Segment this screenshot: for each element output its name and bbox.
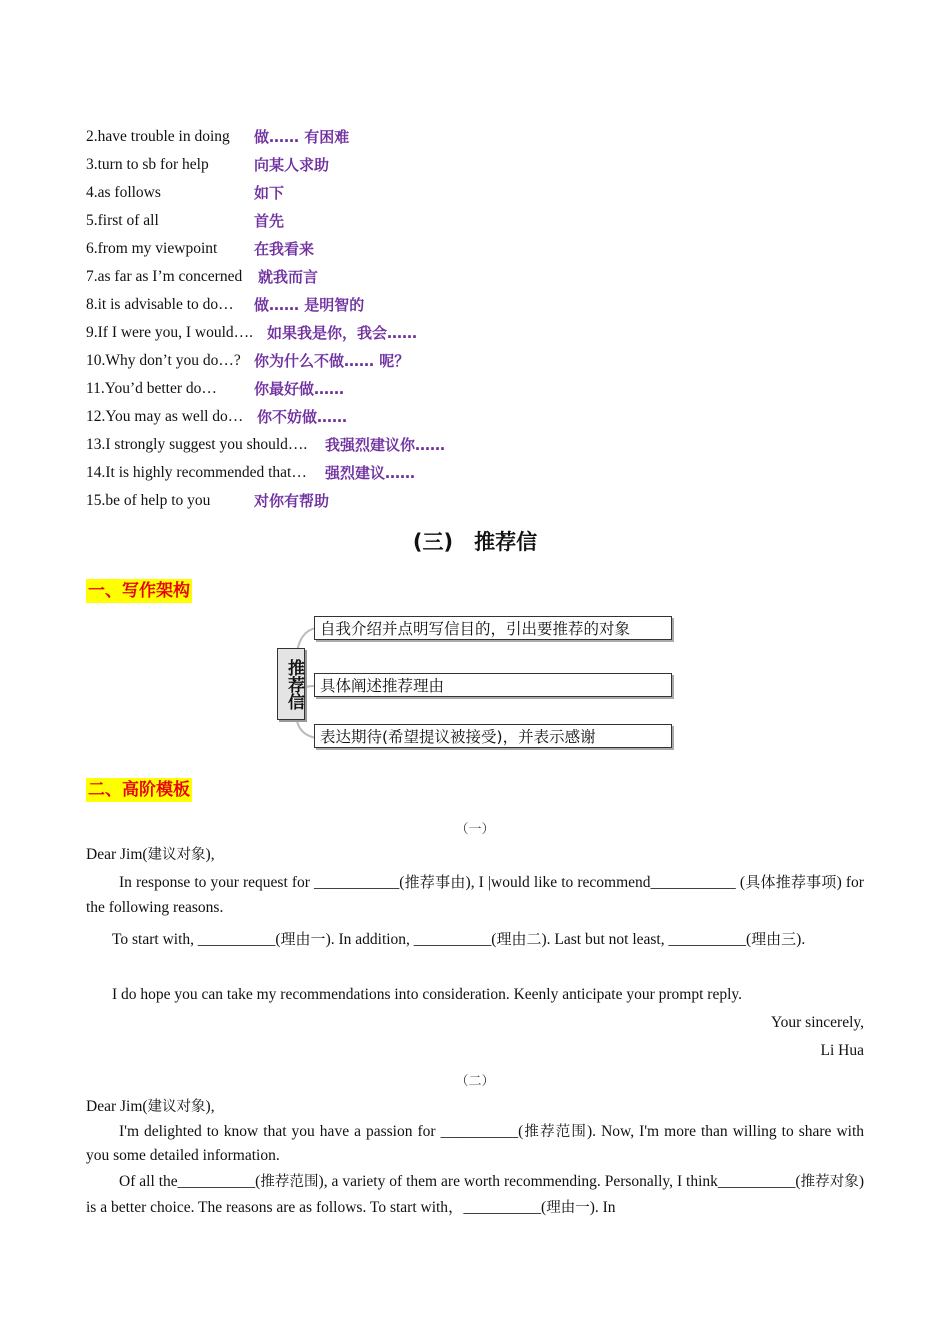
phrase-item [86, 293, 886, 321]
diagram-box-intro: 自我介绍并点明写信目的，引出要推荐的对象 [314, 616, 672, 640]
phrase-item [86, 489, 886, 517]
phrase-item [86, 265, 886, 293]
phrase-item [86, 153, 886, 181]
phrase-english: 10.Why don’t you do…? [86, 352, 241, 369]
p2-text-b: ). In addition, __________( [325, 931, 497, 948]
p1-cn-2: 具体推荐 [745, 873, 807, 891]
greeting-cn: 建议对象 [147, 847, 206, 863]
writing-structure-heading: 一、写作架构 [88, 581, 190, 601]
phrase-list [86, 125, 886, 517]
phrase-chinese: 如下 [254, 184, 285, 202]
phrase-chinese: 做…… 是明智的 [254, 296, 365, 314]
section-title: (三) 推荐信 [412, 530, 538, 554]
phrase-item [86, 125, 886, 153]
template-2-greeting [86, 1096, 215, 1118]
template-2-paragraph-2 [86, 1169, 864, 1221]
template-1-signature: Li Hua [820, 1042, 864, 1059]
phrase-chinese: 强烈建议…… [325, 464, 416, 482]
p2-cn-2: 理由二 [496, 930, 542, 948]
phrase-english: 8.it is advisable to do… [86, 296, 234, 313]
phrase-english: 4.as follows [86, 184, 161, 201]
phrase-english: 2.have trouble in doing [86, 128, 230, 145]
phrase-english: 5.first of all [86, 212, 159, 229]
template-1-paragraph-3: I do hope you can take my recommendations into consideration. Keenly anticipate your prompt reply. [112, 986, 743, 1003]
p2-text-a: To start with, __________( [112, 931, 281, 948]
greeting-text: Dear Jim( [86, 846, 148, 863]
p1-cn-2b: 事项 [806, 873, 837, 891]
phrase-chinese: 如果我是你，我会…… [267, 324, 418, 342]
phrase-chinese: 你最好做…… [254, 380, 345, 398]
phrase-english: 11.You’d better do… [86, 380, 217, 397]
greeting-end: ), [205, 846, 215, 863]
phrase-item [86, 209, 886, 237]
p2-cn-2: 推荐对象 [800, 1174, 859, 1190]
phrase-english: 12.You may as well do… [86, 408, 244, 425]
phrase-chinese: 向某人求助 [254, 156, 330, 174]
structure-diagram [268, 610, 688, 760]
phrase-item [86, 405, 886, 433]
phrase-chinese: 对你有帮助 [254, 492, 330, 510]
phrase-item [86, 433, 886, 461]
p2-text-c: ). Last but not least, __________( [541, 931, 752, 948]
p2-text-a: Of all the__________( [119, 1173, 261, 1190]
template-2-label: （二） [455, 1073, 495, 1088]
template-1-label: （一） [455, 821, 495, 836]
p1-cn: 推荐范围 [523, 1124, 588, 1140]
phrase-chinese: 你为什么不做…… 呢？ [254, 352, 410, 370]
p1-text-c: ) for the following reasons. [86, 874, 864, 916]
greeting-end: ), [205, 1098, 215, 1115]
p2-text-d: ). In [589, 1199, 616, 1216]
p2-text-b: ), a variety of them are worth recommending. Personally, I think__________( [318, 1173, 801, 1190]
p1-cn-1: 推荐事由 [404, 873, 466, 891]
phrase-chinese: 我强烈建议你…… [325, 436, 446, 454]
p1-text-a: I'm delighted to know that you have a passion for __________( [119, 1123, 524, 1140]
phrase-chinese: 首先 [254, 212, 285, 230]
phrase-item [86, 461, 886, 489]
phrase-chinese: 你不妨做…… [257, 408, 348, 426]
phrase-item [86, 181, 886, 209]
template-2-paragraph-1 [86, 1120, 864, 1168]
p2-cn-3: 理由三 [751, 930, 797, 948]
p2-cn-1: 推荐范围 [260, 1174, 319, 1190]
p1-text-a: In response to your request for ___________( [119, 874, 405, 891]
phrase-item [86, 377, 886, 405]
p2-text-d: ). [796, 931, 806, 948]
template-1-closing: Your sincerely, [771, 1014, 864, 1031]
phrase-english: 15.be of help to you [86, 492, 211, 509]
diagram-box-reasons: 具体阐述推荐理由 [314, 673, 672, 697]
phrase-english: 14.It is highly recommended that… [86, 464, 307, 481]
advanced-template-heading: 二、高阶模板 [88, 780, 190, 800]
phrase-english: 7.as far as I’m concerned [86, 268, 243, 285]
greeting-cn: 建议对象 [147, 1099, 206, 1115]
phrase-chinese: 做…… 有困难 [254, 128, 350, 146]
template-1-paragraph-1 [86, 870, 864, 920]
phrase-item [86, 349, 886, 377]
phrase-chinese: 就我而言 [258, 268, 319, 286]
diagram-box-closing: 表达期待(希望提议被接受)，并表示感谢 [314, 724, 672, 748]
template-1-greeting [86, 844, 215, 866]
p1-text-b: ), I |would like to recommend___________ ( [465, 874, 746, 891]
phrase-chinese: 在我看来 [254, 240, 315, 258]
p2-text-c: ) is a better choice. The reasons are as follows. To start with，__________( [86, 1173, 864, 1216]
template-1-paragraph-2 [112, 928, 805, 951]
phrase-english: 3.turn to sb for help [86, 156, 209, 173]
phrase-english: 6.from my viewpoint [86, 240, 218, 257]
p1-text-b: ). Now, I'm more than willing to share with you some detailed information. [86, 1123, 865, 1164]
p2-cn-3: 理由一 [546, 1200, 590, 1216]
diagram-root: 推荐信 [277, 648, 305, 720]
phrase-english: 13.I strongly suggest you should…. [86, 436, 308, 453]
phrase-item [86, 321, 886, 349]
phrase-english: 9.If I were you, I would…. [86, 324, 254, 341]
p2-cn-1: 理由一 [280, 930, 326, 948]
phrase-item [86, 237, 886, 265]
greeting-text: Dear Jim( [86, 1098, 148, 1115]
